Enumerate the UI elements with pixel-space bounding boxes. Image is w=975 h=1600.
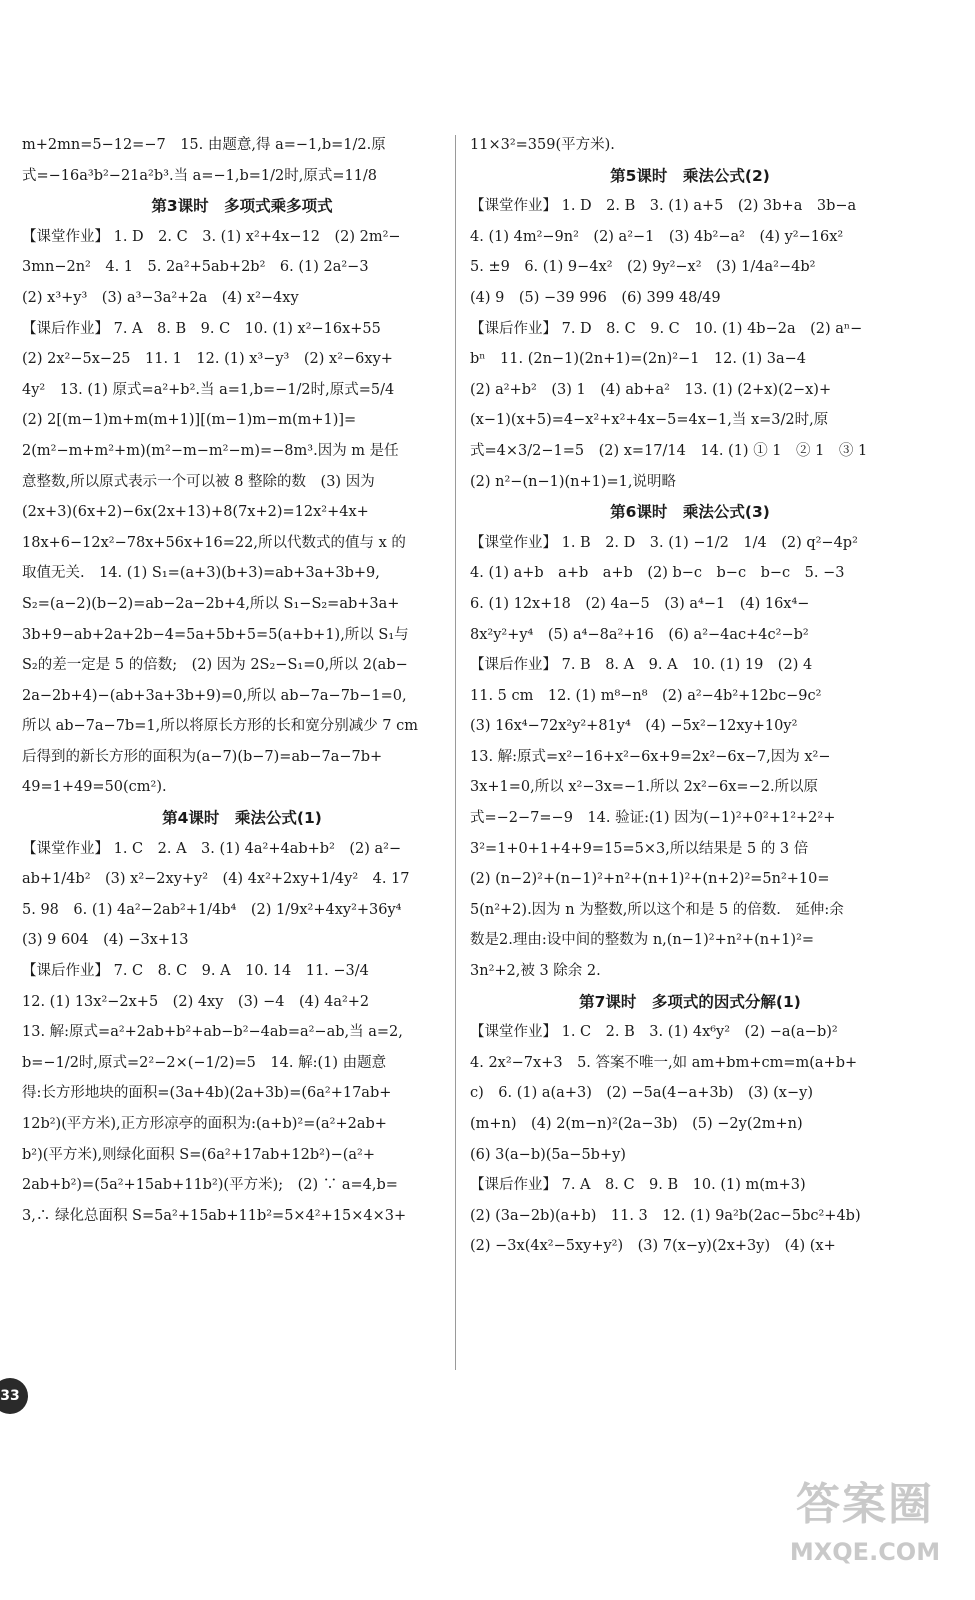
text-line: (2) 2x²−5x−25 11. 1 12. (1) x³−y³ (2) x²−6xy+: [22, 351, 393, 368]
text-line: 3,∴ 绿化总面积 S=5a²+15ab+11b²=5×4²+15×4×3+: [22, 1207, 407, 1224]
text-line: 12b²)(平方米),正方形凉亭的面积为:(a+b)²=(a²+2ab+: [22, 1116, 387, 1132]
text-line: 5(n²+2).因为 n 为整数,所以这个和是 5 的倍数. 延伸:余: [470, 901, 844, 918]
text-line: 【课后作业】 7. A 8. B 9. C 10. (1) x²−16x+55: [22, 320, 381, 337]
text-line: 3²=1+0+1+4+9=15=5×3,所以结果是 5 的 3 倍: [470, 840, 809, 857]
section-heading: 第7课时 多项式的因式分解(1): [579, 992, 801, 1011]
text-line: 3b+9−ab+2a+2b−4=5a+5b+5=5(a+b+1),所以 S₁与: [22, 626, 409, 643]
text-line: bⁿ 11. (2n−1)(2n+1)=(2n)²−1 12. (1) 3a−4: [470, 351, 807, 368]
text-line: 49=1+49=50(cm²).: [22, 779, 167, 796]
text-line: 所以 ab−7a−7b=1,所以将原长方形的长和宽分别减少 7 cm: [22, 718, 419, 735]
text-line: 18x+6−12x²−78x+56x+16=22,所以代数式的值与 x 的: [22, 534, 406, 551]
text-line: 11. 5 cm 12. (1) m⁸−n⁸ (2) a²−4b²+12bc−9c²: [470, 687, 822, 704]
text-line: 【课后作业】 7. D 8. C 9. C 10. (1) 4b−2a (2) aⁿ−: [470, 320, 863, 337]
text-line: 意整数,所以原式表示一个可以被 8 整除的数 (3) 因为: [22, 473, 375, 490]
text-line: (2) x³+y³ (3) a³−3a²+2a (4) x²−4xy: [22, 289, 299, 306]
text-line: 【课后作业】 7. B 8. A 9. A 10. (1) 19 (2) 4: [470, 657, 813, 674]
text-line: 12. (1) 13x²−2x+5 (2) 4xy (3) −4 (4) 4a²+2: [22, 993, 370, 1010]
text-line: 3n²+2,被 3 除余 2.: [470, 963, 601, 980]
left-column: [22, 130, 462, 1231]
text-line: (2) (n−2)²+(n−1)²+n²+(n+1)²+(n+2)²=5n²+10=: [470, 871, 830, 888]
text-line: 式=−16a³b²−21a²b³.当 a=−1,b=1/2时,原式=11/8: [22, 167, 378, 184]
text-line: 【课堂作业】 1. D 2. C 3. (1) x²+4x−12 (2) 2m²−: [22, 228, 401, 245]
text-line: (2) a²+b² (3) 1 (4) ab+a² 13. (1) (2+x)(2−x)+: [470, 381, 832, 398]
text-line: 5. ±9 6. (1) 9−4x² (2) 9y²−x² (3) 1/4a²−4b²: [470, 259, 816, 276]
text-line: 3x+1=0,所以 x²−3x=−1.所以 2x²−6x=−2.所以原: [470, 779, 819, 796]
text-line: S₂的差一定是 5 的倍数; (2) 因为 2S₂−S₁=0,所以 2(ab−: [22, 657, 408, 674]
text-line: 得:长方形地块的面积=(3a+4b)(2a+3b)=(6a²+17ab+: [22, 1085, 392, 1102]
text-line: 式=−2−7=−9 14. 验证:(1) 因为(−1)²+0²+1²+2²+: [470, 810, 836, 827]
text-line: b²)(平方米),则绿化面积 S=(6a²+17ab+12b²)−(a²+: [22, 1146, 375, 1163]
right-column: [470, 130, 910, 1262]
text-line: b=−1/2时,原式=2²−2×(−1/2)=5 14. 解:(1) 由题意: [22, 1054, 387, 1071]
watermark-url: MXQE.COM: [789, 1538, 941, 1566]
section-heading: 第4课时 乘法公式(1): [162, 809, 322, 828]
text-line: 2(m²−m+m²+m)(m²−m−m²−m)=−8m³.因为 m 是任: [22, 442, 399, 459]
text-line: (2x+3)(6x+2)−6x(2x+13)+8(7x+2)=12x²+4x+: [22, 504, 369, 521]
column-divider: [455, 135, 456, 1370]
text-line: 5. 98 6. (1) 4a²−2ab²+1/4b⁴ (2) 1/9x²+4xy²+36y⁴: [22, 901, 402, 918]
text-line: 【课堂作业】 1. D 2. B 3. (1) a+5 (2) 3b+a 3b−a: [470, 198, 857, 215]
text-line: (3) 9 604 (4) −3x+13: [22, 932, 189, 949]
text-line: (3) 16x⁴−72x²y²+81y⁴ (4) −5x²−12xy+10y²: [470, 718, 798, 735]
text-line: 【课堂作业】 1. B 2. D 3. (1) −1/2 1/4 (2) q²−4p²: [470, 534, 858, 551]
text-line: S₂=(a−2)(b−2)=ab−2a−2b+4,所以 S₁−S₂=ab+3a+: [22, 595, 400, 612]
text-line: (6) 3(a−b)(5a−5b+y): [470, 1146, 626, 1163]
text-line: 8x²y²+y⁴ (5) a⁴−8a²+16 (6) a²−4ac+4c²−b²: [470, 626, 809, 643]
section-heading: 第6课时 乘法公式(3): [610, 503, 770, 522]
text-line: m+2mn=5−12=−7 15. 由题意,得 a=−1,b=1/2.原: [22, 137, 386, 153]
text-line: (2) −3x(4x²−5xy+y²) (3) 7(x−y)(2x+3y) (4) (x+: [470, 1238, 836, 1255]
text-line: 2ab+b²)=(5a²+15ab+11b²)(平方米); (2) ∵ a=4,b=: [22, 1177, 398, 1194]
text-line: ab+1/4b² (3) x²−2xy+y² (4) 4x²+2xy+1/4y² 4. 17: [22, 871, 410, 888]
text-line: 4. (1) a+b a+b a+b (2) b−c b−c b−c 5. −3: [470, 565, 845, 582]
text-line: 【课堂作业】 1. C 2. A 3. (1) 4a²+4ab+b² (2) a²−: [22, 840, 402, 857]
text-line: (2) 2[(m−1)m+m(m+1)][(m−1)m−m(m+1)]=: [22, 412, 357, 429]
text-line: 取值无关. 14. (1) S₁=(a+3)(b+3)=ab+3a+3b+9,: [22, 565, 380, 582]
text-line: c) 6. (1) a(a+3) (2) −5a(4−a+3b) (3) (x−y): [470, 1085, 813, 1102]
text-line: 4. (1) 4m²−9n² (2) a²−1 (3) 4b²−a² (4) y²−16x²: [470, 228, 844, 245]
text-line: 11×3²=359(平方米).: [470, 137, 615, 153]
text-line: 【课后作业】 7. C 8. C 9. A 10. 14 11. −3/4: [22, 963, 369, 980]
watermark-logo: [770, 1475, 960, 1585]
text-line: 13. 解:原式=x²−16+x²−6x+9=2x²−6x−7,因为 x²−: [470, 748, 831, 765]
text-line: 后得到的新长方形的面积为(a−7)(b−7)=ab−7a−7b+: [22, 748, 383, 765]
text-line: 【课后作业】 7. A 8. C 9. B 10. (1) m(m+3): [470, 1177, 806, 1194]
section-heading: 第5课时 乘法公式(2): [610, 166, 770, 185]
text-line: (4) 9 (5) −39 996 (6) 399 48/49: [470, 289, 721, 306]
text-line: 6. (1) 12x+18 (2) 4a−5 (3) a⁴−1 (4) 16x⁴−: [470, 595, 810, 612]
text-line: 13. 解:原式=a²+2ab+b²+ab−b²−4ab=a²−ab,当 a=2,: [22, 1024, 403, 1041]
watermark-text: 答案圈: [796, 1479, 934, 1530]
text-line: (2) n²−(n−1)(n+1)=1,说明略: [470, 473, 676, 490]
section-heading: 第3课时 多项式乘多项式: [151, 197, 333, 216]
text-line: 4y² 13. (1) 原式=a²+b².当 a=1,b=−1/2时,原式=5/4: [22, 381, 395, 398]
text-line: 2a−2b+4)−(ab+3a+3b+9)=0,所以 ab−7a−7b−1=0,: [22, 687, 407, 704]
text-line: 3mn−2n² 4. 1 5. 2a²+5ab+2b² 6. (1) 2a²−3: [22, 259, 369, 276]
text-line: 数是2.理由:设中间的整数为 n,(n−1)²+n²+(n+1)²=: [470, 932, 815, 949]
text-line: 【课堂作业】 1. C 2. B 3. (1) 4x⁶y² (2) −a(a−b)²: [470, 1024, 838, 1041]
text-line: 4. 2x²−7x+3 5. 答案不唯一,如 am+bm+cm=m(a+b+: [470, 1054, 858, 1071]
text-line: (x−1)(x+5)=4−x²+x²+4x−5=4x−1,当 x=3/2时,原: [470, 412, 829, 429]
page-number: 33: [0, 1378, 28, 1414]
text-line: (m+n) (4) 2(m−n)²(2a−3b) (5) −2y(2m+n): [470, 1116, 803, 1132]
text-line: 式=4×3/2−1=5 (2) x=17/14 14. (1) ① 1 ② 1 ③ 1: [470, 442, 868, 459]
text-line: (2) (3a−2b)(a+b) 11. 3 12. (1) 9a²b(2ac−5bc²+4b): [470, 1207, 861, 1224]
